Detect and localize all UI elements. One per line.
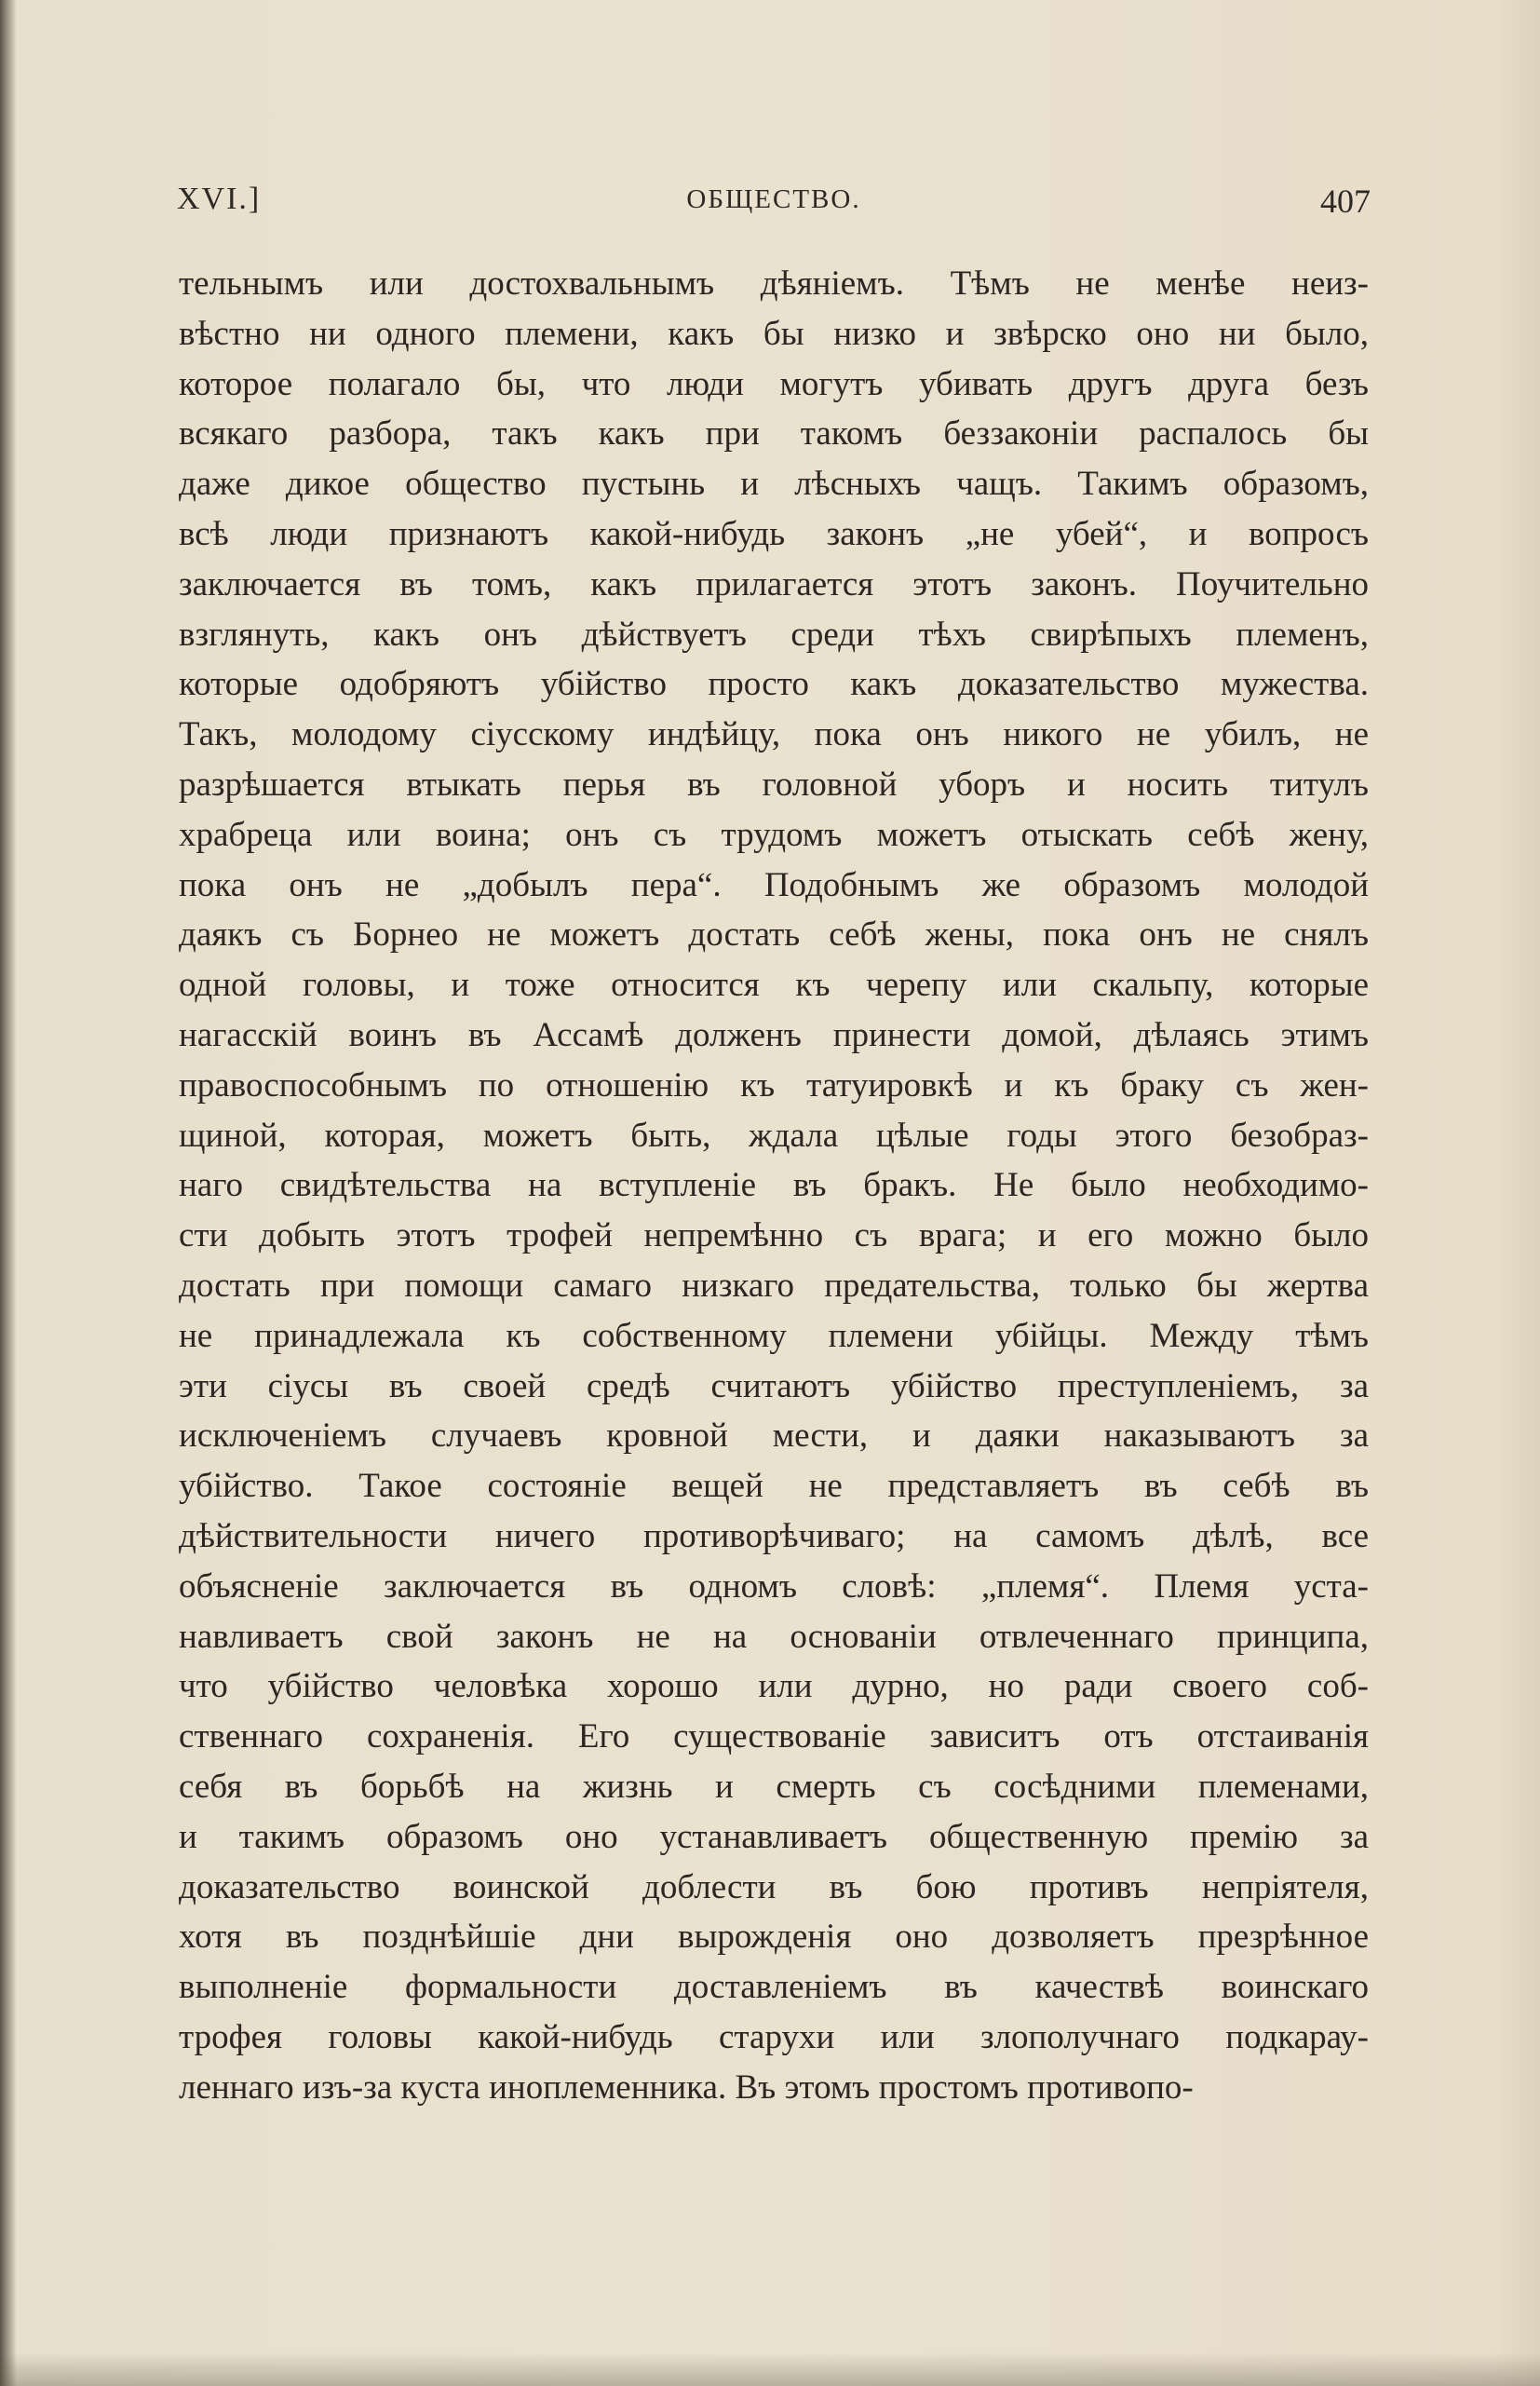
text-line: сти добыть этотъ трофей непремѣнно съ врага; и его можно было <box>179 1216 1369 1255</box>
text-line: что убійство человѣка хорошо или дурно, но ради своего соб- <box>179 1667 1369 1706</box>
text-line: которые одобряютъ убійство просто какъ доказательство мужества. <box>179 665 1369 704</box>
text-line: выполненіе формальности доставленіемъ въ качествѣ воинскаго <box>179 1968 1369 2007</box>
text-line: хотя въ позднѣйшіе дни вырожденія оно дозволяетъ презрѣнное <box>179 1918 1369 1957</box>
text-line: всякаго разбора, такъ какъ при такомъ беззаконіи распалось бы <box>179 414 1369 454</box>
text-line: леннаго изъ-за куста иноплеменника. Въ этомъ простомъ противопо- <box>179 2067 1194 2107</box>
text-line: не принадлежала къ собственному племени убійцы. Между тѣмъ <box>179 1316 1369 1355</box>
chapter-label: XVI.] <box>177 182 262 216</box>
running-head <box>177 182 1371 228</box>
text-line: тельнымъ или достохвальнымъ дѣяніемъ. Тѣмъ не менѣе неиз- <box>179 264 1369 303</box>
page-title: ОБЩЕСТВО. <box>686 184 861 214</box>
text-line: даякъ съ Борнео не можетъ достать себѣ жены, пока онъ не снялъ <box>179 915 1369 955</box>
text-line: вѣстно ни одного племени, какъ бы низко и звѣрско оно ни было, <box>179 314 1369 353</box>
text-line: исключеніемъ случаевъ кровной мести, и даяки наказываютъ за <box>179 1417 1369 1456</box>
text-line: которое полагало бы, что люди могутъ убивать другъ друга безъ <box>179 364 1369 403</box>
text-line: наго свидѣтельства на вступленіе въ бракъ. Не было необходимо- <box>179 1166 1369 1205</box>
text-line: Такъ, молодому сіусскому индѣйцу, пока онъ никого не убилъ, не <box>179 715 1369 754</box>
text-line: дѣйствительности ничего противорѣчиваго; на самомъ дѣлѣ, все <box>179 1516 1369 1555</box>
text-line: навливаетъ свой законъ не на основаніи отвлеченнаго принципа, <box>179 1617 1369 1656</box>
text-line: взглянуть, какъ онъ дѣйствуетъ среди тѣхъ свирѣпыхъ племенъ, <box>179 615 1369 654</box>
text-line: доказательство воинской доблести въ бою противъ непріятеля, <box>179 1867 1369 1906</box>
body-text <box>179 259 1369 2112</box>
text-line: пока онъ не „добылъ пера“. Подобнымъ же образомъ молодой <box>179 865 1369 904</box>
text-line: заключается въ томъ, какъ прилагается этотъ законъ. Поучительно <box>179 564 1369 603</box>
text-line: достать при помощи самаго низкаго предательства, только бы жертва <box>179 1266 1369 1305</box>
text-line: разрѣшается втыкать перья въ головной уборъ и носить титулъ <box>179 765 1369 804</box>
text-line: одной головы, и тоже относится къ черепу или скальпу, которые <box>179 966 1369 1005</box>
page-edge-shadow <box>0 2352 1540 2386</box>
text-line: щиной, которая, можетъ быть, ждала цѣлые годы этого безобраз- <box>179 1116 1369 1155</box>
text-line: храбреца или воина; онъ съ трудомъ можетъ отыскать себѣ жену, <box>179 815 1369 854</box>
text-line: даже дикое общество пустынь и лѣсныхъ чащъ. Такимъ образомъ, <box>179 465 1369 504</box>
text-line: убійство. Такое состояніе вещей не представляетъ въ себѣ въ <box>179 1467 1369 1506</box>
text-line: всѣ люди признаютъ какой-нибудь законъ „не убей“, и вопросъ <box>179 514 1369 553</box>
text-line: и такимъ образомъ оно устанавливаетъ общественную премію за <box>179 1817 1369 1856</box>
text-line: ственнаго сохраненія. Его существованіе зависитъ отъ отстаиванія <box>179 1717 1369 1756</box>
text-line: трофея головы какой-нибудь старухи или злополучнаго подкарау- <box>179 2017 1369 2056</box>
text-line: нагасскій воинъ въ Ассамѣ долженъ принести домой, дѣлаясь этимъ <box>179 1015 1369 1054</box>
text-line: эти сіусы въ своей средѣ считаютъ убійство преступленіемъ, за <box>179 1366 1369 1405</box>
text-line: себя въ борьбѣ на жизнь и смерть съ сосѣдними племенами, <box>179 1767 1369 1806</box>
text-line: объясненіе заключается въ одномъ словѣ: „племя“. Племя уста- <box>179 1566 1369 1606</box>
page-number: 407 <box>1320 183 1371 220</box>
text-line: правоспособнымъ по отношенію къ татуировкѣ и къ браку съ жен- <box>179 1065 1369 1105</box>
